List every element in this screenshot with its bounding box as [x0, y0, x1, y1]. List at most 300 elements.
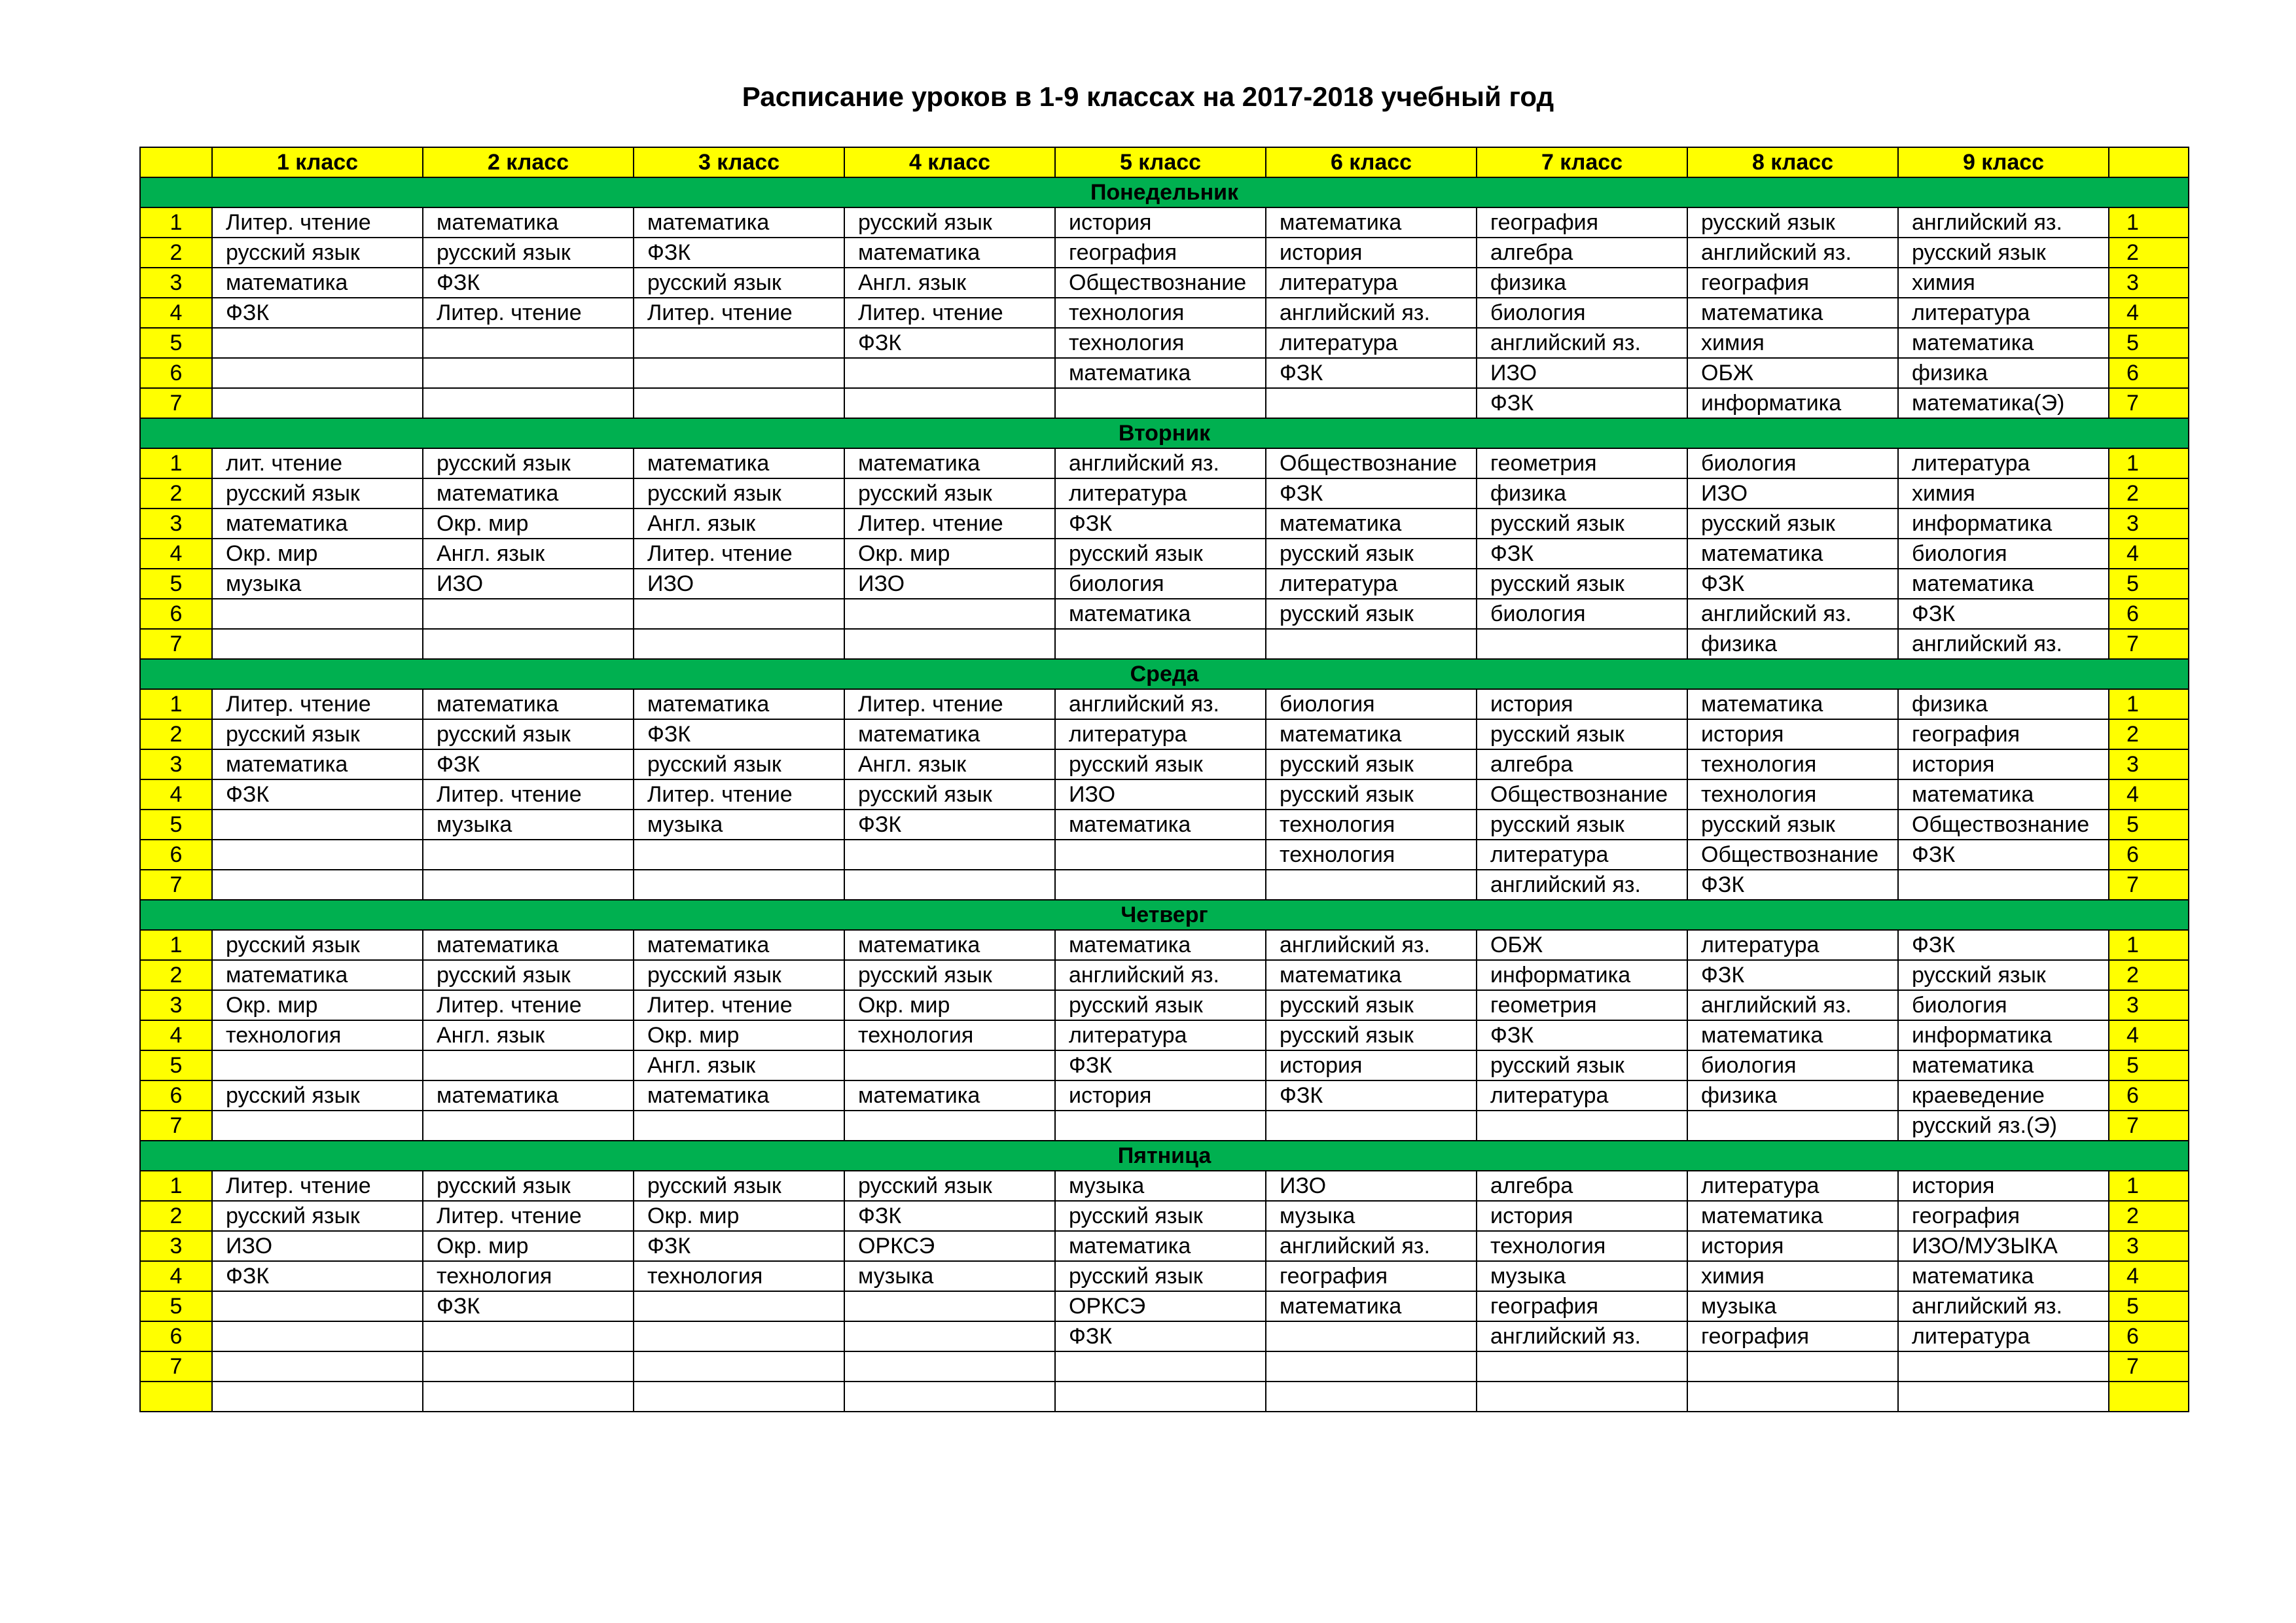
lesson-row: [140, 268, 2189, 298]
lesson-cell: [1266, 1321, 1477, 1351]
lesson-number-right: 4: [2109, 539, 2189, 569]
lesson-cell: Литер. чтение: [844, 689, 1055, 719]
lesson-cell: английский яз.: [1055, 448, 1266, 478]
lesson-cell: технология: [423, 1261, 634, 1291]
schedule-body: [140, 177, 2189, 1412]
lesson-cell: математика: [1266, 1291, 1477, 1321]
lesson-cell: математика: [212, 268, 423, 298]
lesson-cell: математика: [634, 689, 844, 719]
lesson-cell: Англ. язык: [844, 749, 1055, 779]
lesson-cell: [212, 1382, 423, 1412]
header-cell-class: 5 класс: [1055, 147, 1266, 177]
lesson-row: [140, 840, 2189, 870]
lesson-row: [140, 388, 2189, 418]
lesson-cell: биология: [1687, 448, 1898, 478]
lesson-cell: [212, 1291, 423, 1321]
lesson-cell: Окр. мир: [423, 508, 634, 539]
lesson-number: 2: [140, 719, 212, 749]
lesson-row: [140, 1291, 2189, 1321]
lesson-number: 1: [140, 448, 212, 478]
lesson-cell: русский язык: [212, 930, 423, 960]
lesson-cell: математика: [1687, 298, 1898, 328]
lesson-cell: ФЗК: [1687, 870, 1898, 900]
lesson-cell: ОБЖ: [1477, 930, 1687, 960]
lesson-cell: Литер. чтение: [634, 990, 844, 1020]
lesson-cell: музыка: [1477, 1261, 1687, 1291]
lesson-cell: русский язык: [1687, 810, 1898, 840]
lesson-cell: история: [1898, 1171, 2109, 1201]
lesson-cell: [423, 1111, 634, 1141]
lesson-cell: Обществознание: [1477, 779, 1687, 810]
lesson-cell: география: [1477, 1291, 1687, 1321]
day-name: Среда: [140, 659, 2189, 689]
header-cell-number: [140, 147, 212, 177]
lesson-cell: биология: [1898, 990, 2109, 1020]
lesson-number-right: 6: [2109, 840, 2189, 870]
lesson-cell: русский яз.(Э): [1898, 1111, 2109, 1141]
lesson-cell: [423, 328, 634, 358]
lesson-cell: [423, 870, 634, 900]
lesson-cell: [634, 1321, 844, 1351]
lesson-cell: музыка: [1266, 1201, 1477, 1231]
lesson-cell: ФЗК: [1898, 840, 2109, 870]
lesson-cell: русский язык: [1898, 238, 2109, 268]
lesson-cell: [212, 1351, 423, 1382]
lesson-cell: литература: [1898, 1321, 2109, 1351]
lesson-cell: [212, 1321, 423, 1351]
lesson-cell: Литер. чтение: [212, 207, 423, 238]
lesson-cell: математика: [1266, 719, 1477, 749]
lesson-cell: история: [1687, 1231, 1898, 1261]
lesson-row: [140, 1111, 2189, 1141]
lesson-number-right: 3: [2109, 1231, 2189, 1261]
lesson-row: [140, 599, 2189, 629]
lesson-number-right: 4: [2109, 779, 2189, 810]
lesson-cell: [1898, 1382, 2109, 1412]
lesson-cell: биология: [1687, 1050, 1898, 1080]
lesson-cell: математика: [634, 930, 844, 960]
lesson-cell: [212, 1111, 423, 1141]
lesson-cell: Окр. мир: [844, 539, 1055, 569]
lesson-cell: [423, 1321, 634, 1351]
lesson-cell: математика: [844, 719, 1055, 749]
lesson-cell: технология: [844, 1020, 1055, 1050]
lesson-cell: русский язык: [212, 719, 423, 749]
lesson-cell: геометрия: [1477, 448, 1687, 478]
lesson-number: 5: [140, 569, 212, 599]
lesson-cell: математика: [1266, 960, 1477, 990]
lesson-cell: география: [1687, 268, 1898, 298]
lesson-cell: Литер. чтение: [634, 298, 844, 328]
lesson-cell: ИЗО: [212, 1231, 423, 1261]
lesson-cell: технология: [212, 1020, 423, 1050]
lesson-cell: ФЗК: [1266, 1080, 1477, 1111]
lesson-cell: история: [1055, 207, 1266, 238]
lesson-number: 5: [140, 810, 212, 840]
lesson-number: 1: [140, 930, 212, 960]
lesson-cell: математика: [1266, 207, 1477, 238]
lesson-cell: Литер. чтение: [634, 779, 844, 810]
lesson-cell: математика: [1687, 1020, 1898, 1050]
lesson-cell: русский язык: [1055, 990, 1266, 1020]
lesson-cell: [212, 840, 423, 870]
lesson-row: [140, 328, 2189, 358]
lesson-number: 2: [140, 960, 212, 990]
lesson-cell: русский язык: [634, 960, 844, 990]
lesson-number: 1: [140, 207, 212, 238]
lesson-cell: [1055, 1351, 1266, 1382]
lesson-cell: английский яз.: [1266, 298, 1477, 328]
lesson-number: 5: [140, 1291, 212, 1321]
lesson-cell: [1055, 840, 1266, 870]
lesson-cell: ФЗК: [1898, 930, 2109, 960]
lesson-cell: математика: [423, 689, 634, 719]
lesson-cell: [844, 358, 1055, 388]
lesson-cell: [844, 629, 1055, 659]
lesson-cell: английский яз.: [1477, 870, 1687, 900]
lesson-cell: русский язык: [212, 1201, 423, 1231]
lesson-cell: история: [1477, 689, 1687, 719]
lesson-cell: алгебра: [1477, 238, 1687, 268]
lesson-cell: литература: [1266, 569, 1477, 599]
lesson-cell: [1266, 1382, 1477, 1412]
lesson-cell: математика: [423, 207, 634, 238]
lesson-number: 3: [140, 508, 212, 539]
lesson-number-right: 3: [2109, 749, 2189, 779]
lesson-number-right: 7: [2109, 870, 2189, 900]
lesson-cell: [634, 629, 844, 659]
lesson-cell: английский яз.: [1687, 599, 1898, 629]
lesson-number-right: 1: [2109, 689, 2189, 719]
lesson-cell: [634, 1291, 844, 1321]
header-cell-class: 7 класс: [1477, 147, 1687, 177]
lesson-cell: ИЗО/МУЗЫКА: [1898, 1231, 2109, 1261]
lesson-cell: технология: [1055, 298, 1266, 328]
day-header-row: [140, 177, 2189, 207]
lesson-cell: Англ. язык: [423, 1020, 634, 1050]
lesson-number: 4: [140, 539, 212, 569]
lesson-cell: [1055, 388, 1266, 418]
lesson-cell: ОРКСЭ: [844, 1231, 1055, 1261]
lesson-cell: информатика: [1898, 508, 2109, 539]
lesson-cell: русский язык: [1477, 810, 1687, 840]
lesson-row: [140, 990, 2189, 1020]
lesson-cell: русский язык: [1266, 539, 1477, 569]
lesson-cell: русский язык: [1477, 719, 1687, 749]
lesson-row: [140, 1080, 2189, 1111]
lesson-cell: ИЗО: [1055, 779, 1266, 810]
lesson-number-right: 2: [2109, 719, 2189, 749]
lesson-number-right: 3: [2109, 268, 2189, 298]
lesson-cell: [1477, 1351, 1687, 1382]
lesson-cell: [634, 599, 844, 629]
lesson-number-right: 7: [2109, 1111, 2189, 1141]
lesson-cell: ФЗК: [212, 1261, 423, 1291]
lesson-cell: русский язык: [212, 1080, 423, 1111]
lesson-number: 6: [140, 358, 212, 388]
lesson-number: 1: [140, 1171, 212, 1201]
lesson-cell: математика: [1266, 508, 1477, 539]
lesson-cell: ФЗК: [1055, 1050, 1266, 1080]
lesson-cell: литература: [1055, 719, 1266, 749]
lesson-cell: [844, 1351, 1055, 1382]
lesson-cell: биология: [1898, 539, 2109, 569]
header-cell-class: 9 класс: [1898, 147, 2109, 177]
day-header-row: [140, 659, 2189, 689]
lesson-cell: ФЗК: [1477, 388, 1687, 418]
lesson-cell: [212, 810, 423, 840]
lesson-row: [140, 1261, 2189, 1291]
lesson-number-right: 7: [2109, 1351, 2189, 1382]
lesson-cell: математика: [844, 238, 1055, 268]
lesson-number-right: 5: [2109, 1291, 2189, 1321]
lesson-cell: география: [1266, 1261, 1477, 1291]
lesson-cell: математика: [1898, 779, 2109, 810]
lesson-number: 2: [140, 1201, 212, 1231]
lesson-cell: математика: [1687, 689, 1898, 719]
lesson-cell: Обществознание: [1898, 810, 2109, 840]
lesson-cell: [1266, 629, 1477, 659]
lesson-cell: [423, 1382, 634, 1412]
lesson-cell: математика: [1898, 1261, 2109, 1291]
lesson-cell: ИЗО: [634, 569, 844, 599]
lesson-cell: физика: [1898, 358, 2109, 388]
lesson-cell: Обществознание: [1266, 448, 1477, 478]
lesson-cell: [1055, 870, 1266, 900]
lesson-cell: русский язык: [1477, 508, 1687, 539]
lesson-number-right: 6: [2109, 599, 2189, 629]
lesson-cell: [423, 358, 634, 388]
lesson-cell: [423, 629, 634, 659]
lesson-cell: [634, 870, 844, 900]
lesson-row: [140, 358, 2189, 388]
lesson-cell: английский яз.: [1898, 1291, 2109, 1321]
lesson-cell: английский яз.: [1898, 629, 2109, 659]
lesson-cell: английский яз.: [1898, 207, 2109, 238]
lesson-cell: математика: [1687, 539, 1898, 569]
lesson-cell: русский язык: [634, 268, 844, 298]
lesson-cell: история: [1266, 238, 1477, 268]
lesson-cell: английский яз.: [1687, 990, 1898, 1020]
lesson-number-right: 2: [2109, 238, 2189, 268]
lesson-cell: география: [1687, 1321, 1898, 1351]
lesson-cell: [212, 870, 423, 900]
lesson-cell: физика: [1477, 268, 1687, 298]
lesson-cell: русский язык: [844, 478, 1055, 508]
lesson-cell: ИЗО: [1266, 1171, 1477, 1201]
lesson-cell: русский язык: [1055, 539, 1266, 569]
lesson-number: 3: [140, 990, 212, 1020]
lesson-row: [140, 870, 2189, 900]
lesson-number-right: 2: [2109, 1201, 2189, 1231]
lesson-cell: ФЗК: [1687, 569, 1898, 599]
lesson-cell: математика: [1055, 1231, 1266, 1261]
lesson-number: 2: [140, 238, 212, 268]
lesson-number-right: 5: [2109, 569, 2189, 599]
lesson-cell: краеведение: [1898, 1080, 2109, 1111]
lesson-cell: литература: [1898, 448, 2109, 478]
lesson-cell: [1898, 870, 2109, 900]
lesson-cell: Окр. мир: [212, 539, 423, 569]
lesson-cell: Обществознание: [1687, 840, 1898, 870]
lesson-cell: история: [1266, 1050, 1477, 1080]
day-name: Вторник: [140, 418, 2189, 448]
lesson-cell: [1477, 629, 1687, 659]
lesson-cell: русский язык: [844, 779, 1055, 810]
lesson-cell: [634, 1351, 844, 1382]
lesson-number: 4: [140, 779, 212, 810]
lesson-cell: ОРКСЭ: [1055, 1291, 1266, 1321]
lesson-cell: русский язык: [1687, 508, 1898, 539]
lesson-cell: математика: [423, 930, 634, 960]
lesson-row: [140, 508, 2189, 539]
lesson-cell: Литер. чтение: [423, 990, 634, 1020]
lesson-row: [140, 478, 2189, 508]
lesson-cell: математика: [212, 508, 423, 539]
lesson-cell: математика: [1055, 599, 1266, 629]
lesson-cell: история: [1477, 1201, 1687, 1231]
lesson-cell: ФЗК: [1898, 599, 2109, 629]
lesson-number-right: 5: [2109, 1050, 2189, 1080]
lesson-cell: Окр. мир: [844, 990, 1055, 1020]
lesson-cell: русский язык: [1055, 1201, 1266, 1231]
lesson-cell: биология: [1266, 689, 1477, 719]
lesson-number-right: 5: [2109, 328, 2189, 358]
lesson-cell: математика: [423, 1080, 634, 1111]
lesson-cell: химия: [1898, 268, 2109, 298]
lesson-cell: ФЗК: [844, 810, 1055, 840]
lesson-number-right: 4: [2109, 1020, 2189, 1050]
lesson-row: [140, 1231, 2189, 1261]
lesson-cell: [634, 388, 844, 418]
lesson-cell: Англ. язык: [634, 508, 844, 539]
lesson-cell: [423, 1351, 634, 1382]
lesson-cell: ИЗО: [1687, 478, 1898, 508]
lesson-cell: русский язык: [1055, 1261, 1266, 1291]
lesson-cell: математика: [1898, 328, 2109, 358]
lesson-cell: математика: [634, 1080, 844, 1111]
lesson-cell: Окр. мир: [212, 990, 423, 1020]
lesson-cell: биология: [1477, 599, 1687, 629]
lesson-cell: английский яз.: [1055, 689, 1266, 719]
lesson-cell: русский язык: [423, 238, 634, 268]
lesson-cell: Окр. мир: [423, 1231, 634, 1261]
lesson-row: [140, 719, 2189, 749]
lesson-cell: английский яз.: [1055, 960, 1266, 990]
lesson-cell: история: [1687, 719, 1898, 749]
lesson-cell: [844, 870, 1055, 900]
lesson-cell: английский яз.: [1477, 1321, 1687, 1351]
lesson-cell: математика: [423, 478, 634, 508]
lesson-number: 6: [140, 1080, 212, 1111]
lesson-cell: русский язык: [844, 207, 1055, 238]
lesson-cell: Англ. язык: [423, 539, 634, 569]
lesson-cell: [423, 388, 634, 418]
lesson-number-right: 1: [2109, 207, 2189, 238]
header-cell-class: 8 класс: [1687, 147, 1898, 177]
lesson-cell: Англ. язык: [634, 1050, 844, 1080]
lesson-cell: русский язык: [423, 448, 634, 478]
lesson-row: [140, 1351, 2189, 1382]
lesson-cell: физика: [1477, 478, 1687, 508]
lesson-cell: ОБЖ: [1687, 358, 1898, 388]
lesson-row: [140, 1201, 2189, 1231]
lesson-cell: ФЗК: [1477, 539, 1687, 569]
lesson-cell: английский яз.: [1477, 328, 1687, 358]
lesson-cell: [844, 1050, 1055, 1080]
lesson-cell: [212, 328, 423, 358]
day-name: Четверг: [140, 900, 2189, 930]
lesson-number-right: 4: [2109, 298, 2189, 328]
lesson-number: 3: [140, 749, 212, 779]
lesson-cell: ФЗК: [212, 298, 423, 328]
lesson-row: [140, 539, 2189, 569]
lesson-cell: Окр. мир: [634, 1201, 844, 1231]
day-header-row: [140, 1141, 2189, 1171]
lesson-cell: русский язык: [1055, 749, 1266, 779]
lesson-number: 4: [140, 1261, 212, 1291]
lesson-cell: русский язык: [634, 1171, 844, 1201]
lesson-cell: технология: [634, 1261, 844, 1291]
lesson-cell: [1477, 1382, 1687, 1412]
lesson-cell: литература: [1898, 298, 2109, 328]
lesson-cell: литература: [1687, 1171, 1898, 1201]
lesson-row: [140, 1020, 2189, 1050]
lesson-cell: литература: [1055, 478, 1266, 508]
lesson-cell: математика: [1055, 358, 1266, 388]
lesson-number: [140, 1382, 212, 1412]
lesson-cell: [844, 599, 1055, 629]
lesson-cell: [212, 629, 423, 659]
lesson-number-right: 4: [2109, 1261, 2189, 1291]
lesson-row: [140, 1382, 2189, 1412]
lesson-row: [140, 238, 2189, 268]
lesson-row: [140, 689, 2189, 719]
header-cell-number: [2109, 147, 2189, 177]
lesson-cell: [634, 1111, 844, 1141]
lesson-cell: химия: [1687, 328, 1898, 358]
lesson-cell: [844, 1382, 1055, 1412]
lesson-cell: технология: [1055, 328, 1266, 358]
lesson-cell: физика: [1898, 689, 2109, 719]
lesson-cell: Литер. чтение: [634, 539, 844, 569]
lesson-cell: ФЗК: [634, 1231, 844, 1261]
lesson-cell: ФЗК: [423, 268, 634, 298]
header-cell-class: 2 класс: [423, 147, 634, 177]
lesson-cell: [844, 1291, 1055, 1321]
lesson-number-right: 3: [2109, 508, 2189, 539]
lesson-cell: алгебра: [1477, 749, 1687, 779]
lesson-cell: Литер. чтение: [212, 689, 423, 719]
lesson-cell: русский язык: [1687, 207, 1898, 238]
lesson-number-right: 6: [2109, 1321, 2189, 1351]
lesson-cell: [1898, 1351, 2109, 1382]
lesson-cell: русский язык: [844, 960, 1055, 990]
lesson-number: 3: [140, 1231, 212, 1261]
lesson-cell: ФЗК: [423, 749, 634, 779]
lesson-cell: русский язык: [1898, 960, 2109, 990]
lesson-cell: ФЗК: [634, 238, 844, 268]
lesson-cell: [1266, 1351, 1477, 1382]
lesson-cell: ФЗК: [1266, 478, 1477, 508]
lesson-cell: русский язык: [1266, 779, 1477, 810]
lesson-cell: геометрия: [1477, 990, 1687, 1020]
lesson-number: 6: [140, 1321, 212, 1351]
lesson-number: 7: [140, 870, 212, 900]
lesson-row: [140, 1050, 2189, 1080]
lesson-cell: русский язык: [1477, 1050, 1687, 1080]
lesson-cell: биология: [1477, 298, 1687, 328]
